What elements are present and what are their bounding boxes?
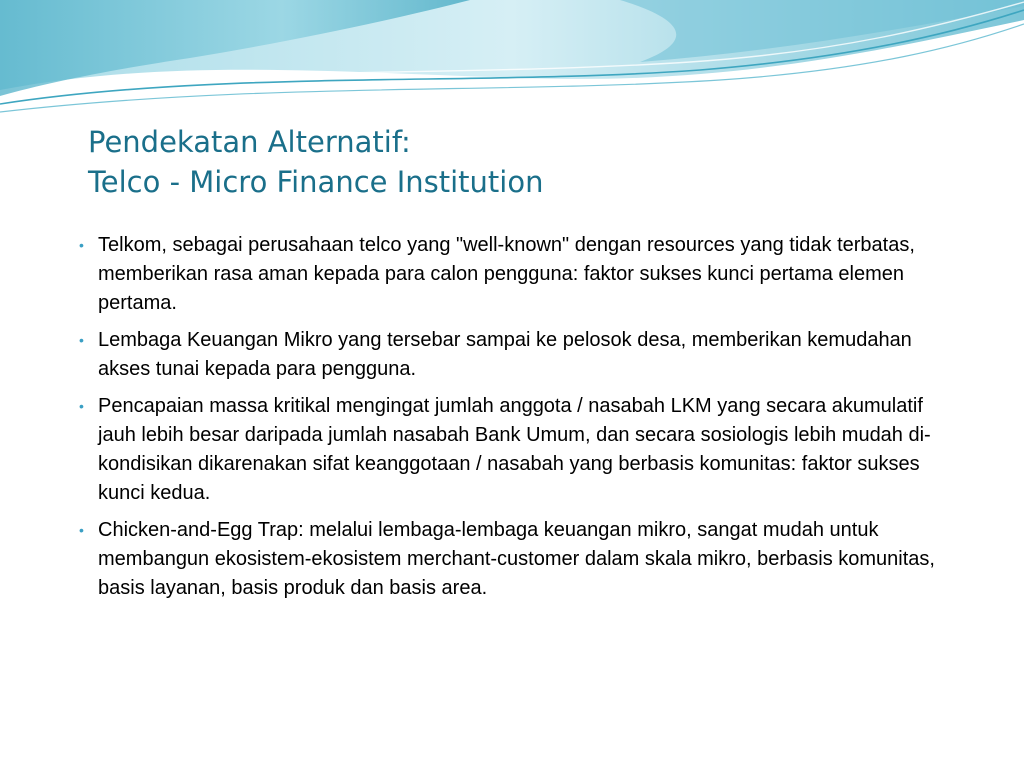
bullet-dot-icon: •: [79, 522, 84, 538]
bullet-dot-icon: •: [79, 237, 84, 253]
bullet-item: [74, 516, 954, 603]
bullet-item: [74, 326, 954, 384]
slide-title-line-1: Pendekatan Alternatif:: [88, 125, 411, 159]
bullet-text: Lembaga Keuangan Mikro yang tersebar sampai ke pelosok desa, memberikan kemudahan akses tunai kepada para pengguna.: [98, 329, 912, 380]
slide-title-line-2: Telco - Micro Finance Institution: [88, 165, 544, 199]
slide-title: [88, 122, 948, 202]
bullet-text: Pencapaian massa kritikal mengingat jumlah anggota / nasabah LKM yang secara akumulatif jauh lebih besar daripada jumlah nasabah Bank Umum, dan secara sosiologis lebih mudah di-kondisikan dikarenakan sifat keanggotaan / nasabah yang berbasis komunitas: faktor sukses kunci kedua.: [98, 395, 931, 504]
bullet-dot-icon: •: [79, 332, 84, 348]
bullet-text: Telkom, sebagai perusahaan telco yang "well-known" dengan resources yang tidak terbatas, memberikan rasa aman kepada para calon pengguna: faktor sukses kunci pertama elemen pertama.: [98, 234, 915, 314]
bullet-text: Chicken-and-Egg Trap: melalui lembaga-lembaga keuangan mikro, sangat mudah untuk membangun ekosistem-ekosistem merchant-customer dalam skala mikro, berbasis komunitas, basis layanan, basis produk dan basis area.: [98, 519, 935, 599]
bullet-item: [74, 392, 954, 508]
bullet-list: [74, 231, 954, 611]
wave-header-decoration: [0, 0, 1024, 130]
bullet-item: [74, 231, 954, 318]
bullet-dot-icon: •: [79, 398, 84, 414]
